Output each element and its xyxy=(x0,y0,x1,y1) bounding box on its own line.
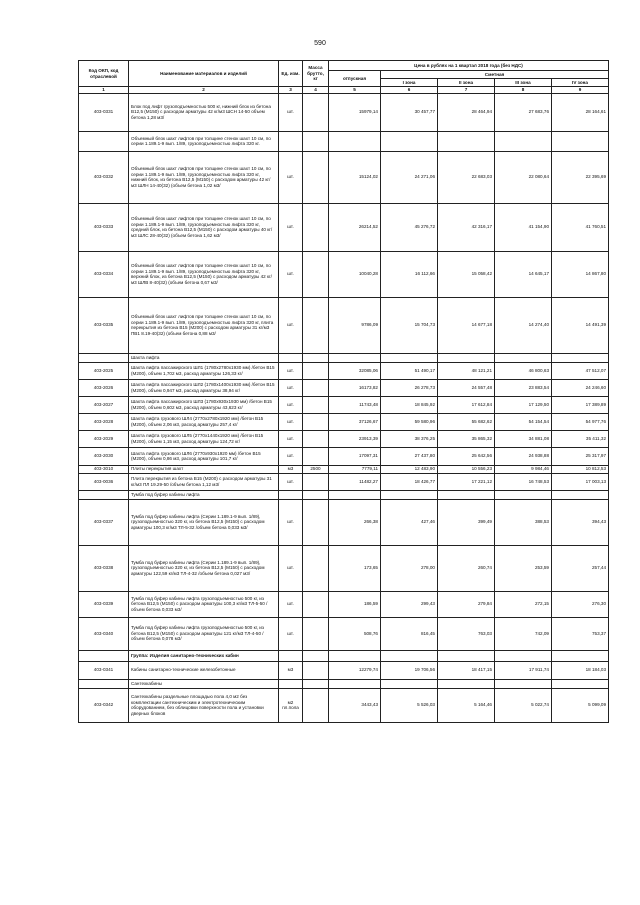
unit-cell: шт. xyxy=(279,396,303,413)
mass-cell xyxy=(303,251,329,297)
mass-cell xyxy=(303,413,329,430)
zone-4-price-cell: 753,37 xyxy=(552,617,609,650)
mass-cell xyxy=(303,297,329,353)
unit-cell: м3 xyxy=(279,465,303,473)
zone-4-price-cell: 25 317,97 xyxy=(552,447,609,465)
mass-cell xyxy=(303,591,329,617)
release-price-cell: 10040,28 xyxy=(329,251,381,297)
zone-2-price-cell: 42 316,17 xyxy=(438,203,495,251)
mass-cell xyxy=(303,93,329,131)
zone-3-price-cell: 742,09 xyxy=(495,617,552,650)
mass-cell xyxy=(303,499,329,545)
mass-cell xyxy=(303,151,329,203)
zone-1-price-cell: 15 704,73 xyxy=(381,297,438,353)
column-number: 2 xyxy=(129,87,279,94)
zone-3-price-cell: 272,15 xyxy=(495,591,552,617)
empty-cell xyxy=(279,353,303,362)
empty-cell xyxy=(381,131,438,151)
release-price-cell: 173,65 xyxy=(329,545,381,591)
zone-2-price-cell: 10 556,23 xyxy=(438,465,495,473)
code-cell: 403-0335 xyxy=(79,297,129,353)
name-cell: Шахта лифта грузового ШЛ5 (2770х1440х1920 мм) /бетон В15 (М200), объем 1,15 м3, расход арматуры 124,72 кг/ xyxy=(129,430,279,447)
name-cell: Плита перекрытия из бетона В15 (М200) с расходом арматуры 31 кг/м3 ПЛ 19.29-50 /объем бетона 1,12 м3/ xyxy=(129,473,279,490)
empty-cell xyxy=(303,131,329,151)
unit-cell: шт. xyxy=(279,93,303,131)
zone-1-price-cell: 45 276,72 xyxy=(381,203,438,251)
name-cell: Объемный блок шахт лифтов при толщине стенок шахт 10 см, по серии 1.189.1-9 вып. 1/89, грузоподъемностью лифта 320 кг, средний блок, из бетона В12,5 (М150) с расходом арматуры 40 кг/м3 ШЛС 28-40(32) (объем бетона 1,62 м3/ xyxy=(129,203,279,251)
release-price-cell: 9786,09 xyxy=(329,297,381,353)
release-price-cell: 23913,39 xyxy=(329,430,381,447)
release-price-cell: 37126,67 xyxy=(329,413,381,430)
name-cell: Шахта лифта пассажирского ШЛ3 (1780х930х1930 мм) /бетон В15 (М200), объем 0,602 м3, расход арматуры 43,623 кг/ xyxy=(129,396,279,413)
zone-2-price-cell: 5 164,46 xyxy=(438,688,495,722)
mass-cell: 2500 xyxy=(303,465,329,473)
header-unit: Ед. изм. xyxy=(279,61,303,87)
zone-3-price-cell: 34 881,08 xyxy=(495,430,552,447)
table-row xyxy=(79,499,609,545)
mass-cell xyxy=(303,545,329,591)
zone-1-price-cell: 24 271,06 xyxy=(381,151,438,203)
zone-3-price-cell: 9 984,46 xyxy=(495,465,552,473)
empty-cell xyxy=(438,353,495,362)
table-row xyxy=(79,379,609,396)
unit-cell: шт. xyxy=(279,473,303,490)
section-row xyxy=(79,353,609,362)
code-cell: 403-0337 xyxy=(79,499,129,545)
header-zone-3: III зона xyxy=(495,79,552,87)
table-row xyxy=(79,251,609,297)
name-cell: Объемный блок шахт лифтов при толщине стенок шахт 10 см, по серии 1.189.1-9 вып. 1/89, грузоподъемностью лифта 320 кг, верхний блок, из бетона В12,5 (М150) с расходом арматуры 42 кг/м3 ШЛВ 8-40(32) (объем бетона 0,67 м3/ xyxy=(129,251,279,297)
zone-4-price-cell: 35 411,32 xyxy=(552,430,609,447)
empty-cell xyxy=(552,353,609,362)
name-cell: Шахта лифта пассажирского ШЛ1 (1780х2780х1930 мм) /бетон В15 (М200), объем 1,702 м3, расход арматуры 126,33 кг/ xyxy=(129,362,279,379)
zone-4-price-cell: 17 389,89 xyxy=(552,396,609,413)
empty-cell xyxy=(495,679,552,688)
table-row xyxy=(79,93,609,131)
zone-2-price-cell: 763,03 xyxy=(438,617,495,650)
zone-2-price-cell: 260,74 xyxy=(438,545,495,591)
empty-cell xyxy=(329,679,381,688)
zone-1-price-cell: 16 112,66 xyxy=(381,251,438,297)
zone-3-price-cell: 16 748,53 xyxy=(495,473,552,490)
empty-cell xyxy=(495,131,552,151)
header-release: отпускная xyxy=(329,71,381,87)
name-cell: Блок под лифт грузоподъемностью 500 кг, нижний блок из бетона В12,5 (М150) с расходом арматуры 42 кг/м3 ШСН 14-50 объем бетона 1,28 м3/ xyxy=(129,93,279,131)
mass-cell xyxy=(303,379,329,396)
zone-4-price-cell: 22 395,69 xyxy=(552,151,609,203)
empty-cell xyxy=(381,650,438,661)
header-estimate: Сметная xyxy=(381,71,609,79)
zone-1-price-cell: 18 426,77 xyxy=(381,473,438,490)
table-row xyxy=(79,473,609,490)
column-number: 3 xyxy=(279,87,303,94)
release-price-cell: 16173,82 xyxy=(329,379,381,396)
section-code-cell xyxy=(79,679,129,688)
zone-4-price-cell: 17 003,13 xyxy=(552,473,609,490)
empty-cell xyxy=(552,131,609,151)
table-row xyxy=(79,545,609,591)
empty-cell xyxy=(552,650,609,661)
zone-2-price-cell: 24 557,48 xyxy=(438,379,495,396)
empty-cell xyxy=(303,679,329,688)
code-cell: 403-0333 xyxy=(79,203,129,251)
zone-4-price-cell: 257,44 xyxy=(552,545,609,591)
release-price-cell: 15124,02 xyxy=(329,151,381,203)
zone-1-price-cell: 5 526,03 xyxy=(381,688,438,722)
zone-4-price-cell: 54 977,76 xyxy=(552,413,609,430)
empty-cell xyxy=(303,650,329,661)
mass-cell xyxy=(303,617,329,650)
section-label: Тумба под буфер кабины лифта xyxy=(129,490,279,499)
release-price-cell: 12279,74 xyxy=(329,661,381,679)
column-number: 9 xyxy=(552,87,609,94)
mass-cell xyxy=(303,473,329,490)
code-cell: 403-0331 xyxy=(79,93,129,131)
table-row xyxy=(79,396,609,413)
zone-1-price-cell: 51 490,17 xyxy=(381,362,438,379)
unit-cell: м3 xyxy=(279,661,303,679)
release-price-cell: 7779,11 xyxy=(329,465,381,473)
zone-3-price-cell: 17 129,50 xyxy=(495,396,552,413)
code-cell: 403-2029 xyxy=(79,430,129,447)
section-label: Объемный блок шахт лифтов при толщине стенок шахт 10 см, по серии 1.189.1-9 вып. 1/89, грузоподъемностью лифта 320 кг. xyxy=(129,131,279,151)
column-number: 8 xyxy=(495,87,552,94)
header-price-title: Цена в рублях на 1 квартал 2018 года (без НДС) xyxy=(329,61,609,71)
zone-2-price-cell: 17 221,12 xyxy=(438,473,495,490)
zone-3-price-cell: 14 645,17 xyxy=(495,251,552,297)
zone-3-price-cell: 22 080,64 xyxy=(495,151,552,203)
empty-cell xyxy=(329,131,381,151)
zone-4-price-cell: 41 760,51 xyxy=(552,203,609,251)
name-cell: Объемный блок шахт лифтов при толщине стенок шахт 10 см, по серии 1.189.1-9 вып. 1/89, грузоподъемностью лифта 320 кг, нижний блок, из бетона В12,5 (М150) с расходом арматуры 42 кг/м3 ШЛН 14-40(32) (объем бетона 1,02 м3/ xyxy=(129,151,279,203)
zone-2-price-cell: 35 865,32 xyxy=(438,430,495,447)
zone-1-price-cell: 278,00 xyxy=(381,545,438,591)
price-table xyxy=(78,60,609,723)
zone-3-price-cell: 46 800,63 xyxy=(495,362,552,379)
zone-4-price-cell: 28 164,61 xyxy=(552,93,609,131)
table-row xyxy=(79,617,609,650)
code-cell: 403-0332 xyxy=(79,151,129,203)
code-cell: 403-2026 xyxy=(79,379,129,396)
release-price-cell: 186,59 xyxy=(329,591,381,617)
zone-1-price-cell: 18 845,92 xyxy=(381,396,438,413)
zone-3-price-cell: 5 022,74 xyxy=(495,688,552,722)
unit-cell: шт. xyxy=(279,545,303,591)
name-cell: Тумба под буфер кабины лифта (Серии 1.189.1-9 вып. 1/89), грузоподъемностью 320 кг, из бетона В12,5 (М150) с расходом арматуры 122,59 кг/м3 ТЛ-4-32 /объем бетона 0,027 м3/ xyxy=(129,545,279,591)
release-price-cell: 32085,06 xyxy=(329,362,381,379)
section-code-cell xyxy=(79,353,129,362)
empty-cell xyxy=(279,650,303,661)
zone-2-price-cell: 14 677,18 xyxy=(438,297,495,353)
name-cell: Тумба под буфер кабины лифта грузоподъемностью 500 кг, из бетона В12,5 (М150) с расходом арматуры 100,3 кг/м3 ТЛ-5-50 /объем бетона 0,033 м3/ xyxy=(129,591,279,617)
zone-4-price-cell: 10 812,53 xyxy=(552,465,609,473)
table-row xyxy=(79,362,609,379)
code-cell: 403-0338 xyxy=(79,545,129,591)
empty-cell xyxy=(329,353,381,362)
section-row xyxy=(79,131,609,151)
header-mass: Масса брутто, кг xyxy=(303,61,329,87)
table-row xyxy=(79,591,609,617)
empty-cell xyxy=(329,490,381,499)
unit-cell: шт. xyxy=(279,447,303,465)
table-body xyxy=(79,93,609,722)
name-cell: Шахта лифта пассажирского ШЛ2 (1780х1400х1930 мм) /бетон В15 (М200), объем 0,947 м3, расход арматуры 38,94 кг/ xyxy=(129,379,279,396)
zone-3-price-cell: 388,53 xyxy=(495,499,552,545)
zone-1-price-cell: 26 278,73 xyxy=(381,379,438,396)
table-row xyxy=(79,203,609,251)
unit-cell: шт. xyxy=(279,379,303,396)
table-row xyxy=(79,465,609,473)
code-cell: 403-0341 xyxy=(79,661,129,679)
mass-cell xyxy=(303,688,329,722)
zone-3-price-cell: 17 911,74 xyxy=(495,661,552,679)
zone-3-price-cell: 253,59 xyxy=(495,545,552,591)
zone-2-price-cell: 25 642,56 xyxy=(438,447,495,465)
table-row xyxy=(79,661,609,679)
zone-2-price-cell: 17 612,84 xyxy=(438,396,495,413)
page-number: 590 xyxy=(314,40,326,47)
release-price-cell: 3443,43 xyxy=(329,688,381,722)
empty-cell xyxy=(438,490,495,499)
zone-4-price-cell: 14 867,80 xyxy=(552,251,609,297)
zone-4-price-cell: 18 184,03 xyxy=(552,661,609,679)
unit-cell: шт. xyxy=(279,362,303,379)
name-cell: Плиты перекрытия шахт xyxy=(129,465,279,473)
column-number: 7 xyxy=(438,87,495,94)
empty-cell xyxy=(381,679,438,688)
header-name: Наименование материалов и изделий xyxy=(129,61,279,87)
empty-cell xyxy=(303,353,329,362)
section-row xyxy=(79,650,609,661)
empty-cell xyxy=(279,679,303,688)
unit-cell: шт. xyxy=(279,499,303,545)
section-code-cell xyxy=(79,490,129,499)
empty-cell xyxy=(552,490,609,499)
code-cell: 403-2025 xyxy=(79,362,129,379)
section-code-cell xyxy=(79,131,129,151)
name-cell: Тумба под буфер кабины лифта (Серии 1.189.1-9 вып. 1/89), грузоподъемностью 320 кг, из бетона В12,5 (М150) с расходом арматуры 100,3 кг/м3 ТЛ-5-32 /объем бетона 0,033 м3/ xyxy=(129,499,279,545)
zone-2-price-cell: 18 417,15 xyxy=(438,661,495,679)
table-header xyxy=(79,61,609,94)
zone-4-price-cell: 47 512,07 xyxy=(552,362,609,379)
zone-4-price-cell: 5 099,09 xyxy=(552,688,609,722)
section-code-cell xyxy=(79,650,129,661)
code-cell: 403-0334 xyxy=(79,251,129,297)
code-cell: 403-3010 xyxy=(79,465,129,473)
zone-4-price-cell: 14 491,39 xyxy=(552,297,609,353)
empty-cell xyxy=(495,490,552,499)
unit-cell: шт. xyxy=(279,617,303,650)
mass-cell xyxy=(303,661,329,679)
section-label: Группа: Изделия санитарно-технических кабин xyxy=(129,650,279,661)
name-cell: Сантехкабины раздельные площадью пола 4,0 м2 без комплектации сантехническим и электротехническим оборудованием, без облицовки поверхности пола и установки дверных блоков xyxy=(129,688,279,722)
unit-cell: шт. xyxy=(279,591,303,617)
mass-cell xyxy=(303,447,329,465)
empty-cell xyxy=(381,353,438,362)
name-cell: Объемный блок шахт лифтов при толщине стенок шахт 10 см, по серии 1.189.1-9 вып. 1/89, грузоподъемностью лифта 320 кг, плита перекрытия из бетона В15 (М200) с расходом арматуры 31 кг/м3 ПВ1 8.19-40(32) (объем бетона 0,88 м3/ xyxy=(129,297,279,353)
empty-cell xyxy=(279,490,303,499)
mass-cell xyxy=(303,203,329,251)
empty-cell xyxy=(329,650,381,661)
zone-2-price-cell: 28 464,94 xyxy=(438,93,495,131)
name-cell: Тумба под буфер кабины лифта грузоподъемностью 500 кг, из бетона В12,5 (М150) с расходом арматуры 121 кг/м3 ТЛ-4-50 /объем бетона 0,078 м3/ xyxy=(129,617,279,650)
release-price-cell: 15979,14 xyxy=(329,93,381,131)
zone-2-price-cell: 55 682,62 xyxy=(438,413,495,430)
release-price-cell: 266,38 xyxy=(329,499,381,545)
table-row xyxy=(79,447,609,465)
zone-4-price-cell: 24 246,60 xyxy=(552,379,609,396)
unit-cell: м2 пл.пола xyxy=(279,688,303,722)
empty-cell xyxy=(552,679,609,688)
empty-cell xyxy=(438,679,495,688)
zone-3-price-cell: 54 154,54 xyxy=(495,413,552,430)
unit-cell: шт. xyxy=(279,151,303,203)
column-number: 4 xyxy=(303,87,329,94)
header-zone-1: I зона xyxy=(381,79,438,87)
table-row xyxy=(79,151,609,203)
zone-1-price-cell: 816,45 xyxy=(381,617,438,650)
zone-1-price-cell: 38 376,25 xyxy=(381,430,438,447)
code-cell: 403-0036 xyxy=(79,473,129,490)
code-cell: 403-0340 xyxy=(79,617,129,650)
zone-1-price-cell: 427,46 xyxy=(381,499,438,545)
mass-cell xyxy=(303,396,329,413)
zone-4-price-cell: 394,43 xyxy=(552,499,609,545)
zone-1-price-cell: 19 706,56 xyxy=(381,661,438,679)
empty-cell xyxy=(381,490,438,499)
code-cell: 403-2030 xyxy=(79,447,129,465)
zone-1-price-cell: 30 457,77 xyxy=(381,93,438,131)
zone-2-price-cell: 22 683,03 xyxy=(438,151,495,203)
table-row xyxy=(79,688,609,722)
empty-cell xyxy=(438,650,495,661)
release-price-cell: 26214,52 xyxy=(329,203,381,251)
unit-cell: шт. xyxy=(279,413,303,430)
table-row xyxy=(79,297,609,353)
section-row xyxy=(79,679,609,688)
code-cell: 403-0339 xyxy=(79,591,129,617)
empty-cell xyxy=(495,353,552,362)
column-number: 1 xyxy=(79,87,129,94)
zone-1-price-cell: 27 437,80 xyxy=(381,447,438,465)
zone-3-price-cell: 24 938,88 xyxy=(495,447,552,465)
zone-3-price-cell: 41 154,90 xyxy=(495,203,552,251)
header-zone-4: IV зона xyxy=(552,79,609,87)
name-cell: Кабины санитарно-технические железобетонные xyxy=(129,661,279,679)
release-price-cell: 508,76 xyxy=(329,617,381,650)
zone-1-price-cell: 12 483,90 xyxy=(381,465,438,473)
table-row xyxy=(79,413,609,430)
column-number: 6 xyxy=(381,87,438,94)
mass-cell xyxy=(303,430,329,447)
unit-cell: шт. xyxy=(279,203,303,251)
zone-2-price-cell: 399,49 xyxy=(438,499,495,545)
name-cell: Шахта лифта грузового ШЛ6 (2770х930х1920 мм) /бетон В15 (М200), объем 0,86 м3, расход арматуры 101,7 кг/ xyxy=(129,447,279,465)
mass-cell xyxy=(303,362,329,379)
empty-cell xyxy=(438,131,495,151)
name-cell: Шахта лифта грузового ШЛ4 (2770х2780х1920 мм) /бетон В15 (М200), объем 2,06 м3, расход арматуры 257,4 кг/ xyxy=(129,413,279,430)
zone-1-price-cell: 299,43 xyxy=(381,591,438,617)
zone-3-price-cell: 27 683,76 xyxy=(495,93,552,131)
column-number: 5 xyxy=(329,87,381,94)
unit-cell: шт. xyxy=(279,297,303,353)
empty-cell xyxy=(279,131,303,151)
empty-cell xyxy=(303,490,329,499)
header-zone-2: II зона xyxy=(438,79,495,87)
release-price-cell: 11482,27 xyxy=(329,473,381,490)
section-label: Сантехкабины xyxy=(129,679,279,688)
section-row xyxy=(79,490,609,499)
header-code: Код ОКП, код отраслевой xyxy=(79,61,129,87)
zone-2-price-cell: 279,84 xyxy=(438,591,495,617)
empty-cell xyxy=(495,650,552,661)
code-cell: 403-2028 xyxy=(79,413,129,430)
unit-cell: шт. xyxy=(279,251,303,297)
code-cell: 403-0342 xyxy=(79,688,129,722)
zone-2-price-cell: 15 058,42 xyxy=(438,251,495,297)
release-price-cell: 17097,31 xyxy=(329,447,381,465)
zone-4-price-cell: 276,30 xyxy=(552,591,609,617)
unit-cell: шт. xyxy=(279,430,303,447)
code-cell: 403-2027 xyxy=(79,396,129,413)
zone-1-price-cell: 59 580,96 xyxy=(381,413,438,430)
zone-3-price-cell: 23 883,54 xyxy=(495,379,552,396)
release-price-cell: 11743,48 xyxy=(329,396,381,413)
zone-2-price-cell: 48 121,21 xyxy=(438,362,495,379)
table-row xyxy=(79,430,609,447)
zone-3-price-cell: 14 274,40 xyxy=(495,297,552,353)
section-label: Шахта лифта xyxy=(129,353,279,362)
